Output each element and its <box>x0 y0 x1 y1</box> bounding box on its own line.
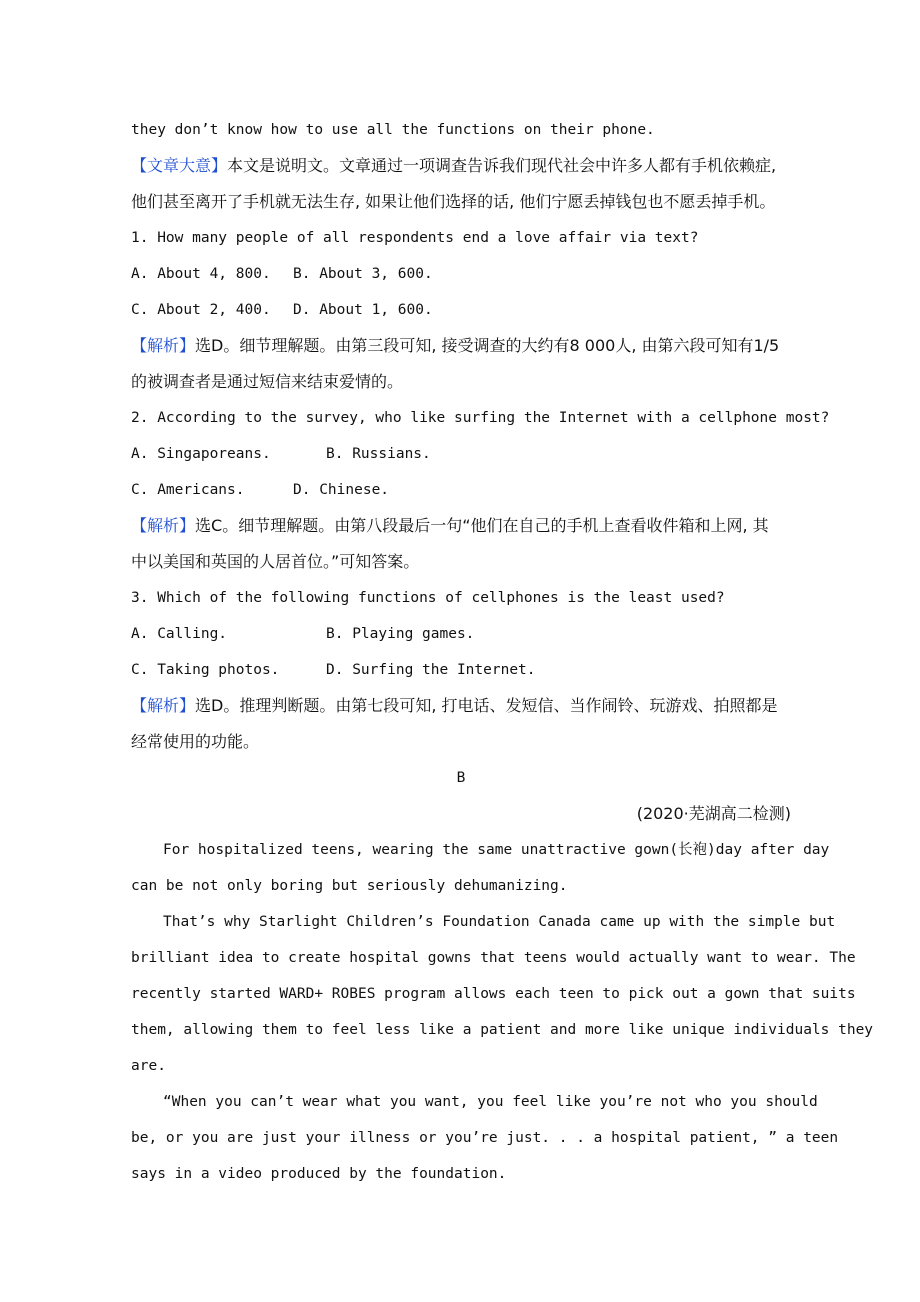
passage-p2-line-4: them, allowing them to feel less like a patient and more like unique individuals they <box>131 1022 874 1038</box>
question-1-option-b: B. About 3, 600. <box>293 266 433 282</box>
question-2-analysis-tag: 【解析】 <box>131 516 196 535</box>
passage-p1-line-1: For hospitalized teens, wearing the same unattractive gown(长袍)day after day <box>163 842 830 858</box>
passage-p3-line-2: be, or you are just your illness or you’re just. . . a hospital patient, ” a teen <box>131 1130 839 1146</box>
question-1-options-row-2 <box>131 292 791 328</box>
question-1-analysis-text-1: 选D。细节理解题。由第三段可知, 接受调查的大约有8 000人, 由第六段可知有1/5 <box>195 336 780 355</box>
question-1-analysis-line-2: 的被调查者是通过短信来结束爱情的。 <box>131 372 404 391</box>
question-1-analysis-line-1 <box>131 328 791 364</box>
question-2-analysis-line-2: 中以美国和英国的人居首位。”可知答案。 <box>131 552 420 571</box>
section-source: (2020·芜湖高二检测) <box>636 804 791 823</box>
intro-line: they don’t know how to use all the functions on their phone. <box>131 122 655 138</box>
question-3-analysis-tag: 【解析】 <box>131 696 196 715</box>
question-3-analysis-line-2: 经常使用的功能。 <box>131 732 260 751</box>
question-3-option-a: A. Calling. <box>131 626 228 642</box>
question-3-options-row-1 <box>131 616 791 652</box>
summary-text-1: 本文是说明文。文章通过一项调查告诉我们现代社会中许多人都有手机依赖症, <box>227 156 777 175</box>
summary-line-2: 他们甚至离开了手机就无法生存, 如果让他们选择的话, 他们宁愿丢掉钱包也不愿丢掉手机。 <box>131 192 776 211</box>
passage-p2-line-2: brilliant idea to create hospital gowns that teens would actually want to wear. The <box>131 950 856 966</box>
question-1-analysis-tag: 【解析】 <box>131 336 196 355</box>
section-letter: B <box>456 770 466 786</box>
question-2-options-row-1 <box>131 436 791 472</box>
summary-tag: 【文章大意】 <box>131 156 228 175</box>
question-1-stem: 1. How many people of all respondents end a love affair via text? <box>131 230 699 246</box>
question-3-stem: 3. Which of the following functions of cellphones is the least used? <box>131 590 725 606</box>
passage-p2-line-1: That’s why Starlight Children’s Foundation Canada came up with the simple but <box>163 914 836 930</box>
question-3-option-d: D. Surfing the Internet. <box>326 662 536 678</box>
question-1-options-row-1 <box>131 256 791 292</box>
document-page <box>131 112 874 1192</box>
question-2-option-c: C. Americans. <box>131 482 245 498</box>
question-3-option-c: C. Taking photos. <box>131 662 280 678</box>
passage-p2-line-5: are. <box>131 1058 166 1074</box>
question-3-analysis-text-1: 选D。推理判断题。由第七段可知, 打电话、发短信、当作闹铃、玩游戏、拍照都是 <box>195 696 778 715</box>
question-2-analysis-line-1 <box>131 508 791 544</box>
question-2-option-b: B. Russians. <box>326 446 431 462</box>
passage-p3-line-1: “When you can’t wear what you want, you feel like you’re not who you should <box>163 1094 818 1110</box>
question-3-options-row-2 <box>131 652 791 688</box>
passage-p3-line-3: says in a video produced by the foundation. <box>131 1166 507 1182</box>
question-1-option-c: C. About 2, 400. <box>131 302 271 318</box>
question-2-stem: 2. According to the survey, who like surfing the Internet with a cellphone most? <box>131 410 830 426</box>
summary-line-1 <box>131 148 791 184</box>
question-2-option-a: A. Singaporeans. <box>131 446 271 462</box>
passage-p1-line-2: can be not only boring but seriously dehumanizing. <box>131 878 568 894</box>
question-1-option-d: D. About 1, 600. <box>293 302 433 318</box>
passage-p2-line-3: recently started WARD+ ROBES program allows each teen to pick out a gown that suits <box>131 986 856 1002</box>
question-2-option-d: D. Chinese. <box>293 482 390 498</box>
question-1-option-a: A. About 4, 800. <box>131 266 271 282</box>
question-2-analysis-text-1: 选C。细节理解题。由第八段最后一句“他们在自己的手机上查看收件箱和上网, 其 <box>195 516 769 535</box>
question-3-analysis-line-1 <box>131 688 791 724</box>
question-2-options-row-2 <box>131 472 791 508</box>
question-3-option-b: B. Playing games. <box>326 626 475 642</box>
